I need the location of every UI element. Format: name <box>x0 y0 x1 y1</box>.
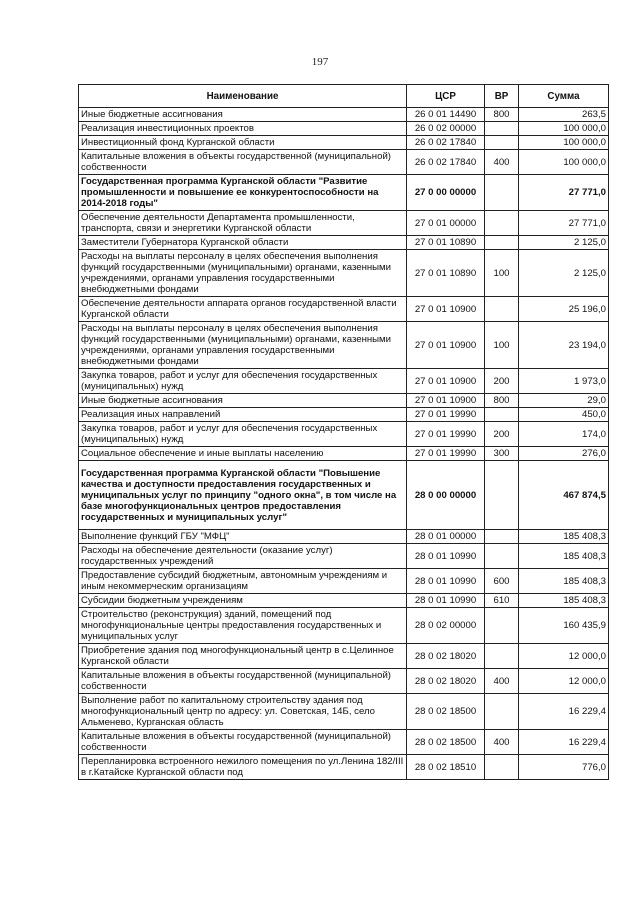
cell-csr: 28 0 02 18500 <box>407 730 485 755</box>
table-row <box>79 730 609 755</box>
cell-name: Реализация инвестиционных проектов <box>79 122 407 136</box>
table-body <box>79 108 609 780</box>
cell-csr: 28 0 01 10990 <box>407 594 485 608</box>
cell-sum: 100 000,0 <box>519 136 609 150</box>
cell-name: Расходы на выплаты персоналу в целях обеспечения выполнения функций государственными (муниципальными) органами, казенными учреждениями, органами управления государственными внебюджетными фондами <box>79 322 407 369</box>
cell-sum: 100 000,0 <box>519 122 609 136</box>
cell-vr <box>485 755 519 780</box>
cell-csr: 27 0 01 00000 <box>407 211 485 236</box>
cell-name: Государственная программа Курганской области "Повышение качества и доступности предоставления государственных и муниципальных услуг по принципу "одного окна", в том числе на базе многофункциональных центров предоставления государственных и муниципальных услуг" <box>79 461 407 530</box>
cell-vr: 100 <box>485 322 519 369</box>
cell-csr: 28 0 01 10990 <box>407 544 485 569</box>
cell-csr: 27 0 01 10900 <box>407 297 485 322</box>
cell-vr: 300 <box>485 447 519 461</box>
cell-csr: 27 0 01 10900 <box>407 369 485 394</box>
table-row <box>79 122 609 136</box>
cell-csr: 28 0 01 10990 <box>407 569 485 594</box>
table-header-row <box>79 85 609 108</box>
cell-sum: 23 194,0 <box>519 322 609 369</box>
cell-vr: 800 <box>485 108 519 122</box>
cell-name: Предоставление субсидий бюджетным, автономным учреждениям и иным некоммерческим организациям <box>79 569 407 594</box>
cell-csr: 27 0 01 10900 <box>407 322 485 369</box>
cell-sum: 450,0 <box>519 408 609 422</box>
cell-sum: 174,0 <box>519 422 609 447</box>
cell-vr <box>485 297 519 322</box>
cell-name: Капитальные вложения в объекты государственной (муниципальной) собственности <box>79 730 407 755</box>
cell-csr: 26 0 01 14490 <box>407 108 485 122</box>
cell-vr <box>485 236 519 250</box>
cell-sum: 16 229,4 <box>519 730 609 755</box>
cell-csr: 28 0 02 18510 <box>407 755 485 780</box>
cell-name: Обеспечение деятельности аппарата органов государственной власти Курганской области <box>79 297 407 322</box>
cell-csr: 28 0 02 18500 <box>407 694 485 730</box>
cell-sum: 185 408,3 <box>519 569 609 594</box>
cell-vr <box>485 122 519 136</box>
header-csr: ЦСР <box>407 85 485 108</box>
table-row <box>79 569 609 594</box>
cell-name: Приобретение здания под многофункциональный центр в с.Целинное Курганской области <box>79 644 407 669</box>
cell-name: Социальное обеспечение и иные выплаты населению <box>79 447 407 461</box>
table-row <box>79 530 609 544</box>
cell-vr <box>485 530 519 544</box>
cell-csr: 26 0 02 17840 <box>407 136 485 150</box>
cell-vr <box>485 211 519 236</box>
table-row <box>79 669 609 694</box>
table-row <box>79 422 609 447</box>
table-row <box>79 250 609 297</box>
cell-sum: 160 435,9 <box>519 608 609 644</box>
cell-vr <box>485 608 519 644</box>
table-row <box>79 755 609 780</box>
table-row <box>79 408 609 422</box>
budget-table <box>78 84 609 780</box>
cell-sum: 100 000,0 <box>519 150 609 175</box>
cell-sum: 263,5 <box>519 108 609 122</box>
cell-vr: 400 <box>485 730 519 755</box>
cell-vr: 800 <box>485 394 519 408</box>
cell-sum: 27 771,0 <box>519 211 609 236</box>
cell-vr <box>485 408 519 422</box>
cell-name: Выполнение функций ГБУ "МФЦ" <box>79 530 407 544</box>
cell-sum: 12 000,0 <box>519 644 609 669</box>
page-number: 197 <box>311 56 329 68</box>
cell-name: Закупка товаров, работ и услуг для обеспечения государственных (муниципальных) нужд <box>79 422 407 447</box>
cell-vr: 200 <box>485 422 519 447</box>
cell-sum: 1 973,0 <box>519 369 609 394</box>
table-row <box>79 108 609 122</box>
cell-sum: 467 874,5 <box>519 461 609 530</box>
cell-sum: 185 408,3 <box>519 544 609 569</box>
cell-sum: 185 408,3 <box>519 530 609 544</box>
cell-csr: 27 0 01 19990 <box>407 408 485 422</box>
table-row <box>79 447 609 461</box>
cell-name: Закупка товаров, работ и услуг для обеспечения государственных (муниципальных) нужд <box>79 369 407 394</box>
cell-sum: 276,0 <box>519 447 609 461</box>
header-sum: Сумма <box>519 85 609 108</box>
cell-csr: 27 0 01 19990 <box>407 422 485 447</box>
cell-name: Расходы на обеспечение деятельности (оказание услуг) государственных учреждений <box>79 544 407 569</box>
cell-name: Перепланировка встроенного нежилого помещения по ул.Ленина 182/III в г.Катайске Курганской области под <box>79 755 407 780</box>
table-row <box>79 175 609 211</box>
cell-sum: 2 125,0 <box>519 236 609 250</box>
cell-vr: 610 <box>485 594 519 608</box>
table-row <box>79 644 609 669</box>
cell-name: Капитальные вложения в объекты государственной (муниципальной) собственности <box>79 150 407 175</box>
cell-sum: 16 229,4 <box>519 694 609 730</box>
table-row <box>79 594 609 608</box>
cell-name: Реализация иных направлений <box>79 408 407 422</box>
cell-sum: 27 771,0 <box>519 175 609 211</box>
cell-csr: 28 0 02 18020 <box>407 669 485 694</box>
header-vr: ВР <box>485 85 519 108</box>
cell-csr: 28 0 00 00000 <box>407 461 485 530</box>
cell-name: Заместители Губернатора Курганской области <box>79 236 407 250</box>
cell-csr: 27 0 00 00000 <box>407 175 485 211</box>
cell-name: Строительство (реконструкция) зданий, помещений под многофункциональные центры предоставления государственных и муниципальных услуг <box>79 608 407 644</box>
table-row <box>79 694 609 730</box>
cell-vr: 400 <box>485 669 519 694</box>
cell-csr: 27 0 01 10890 <box>407 250 485 297</box>
table-row <box>79 297 609 322</box>
cell-name: Инвестиционный фонд Курганской области <box>79 136 407 150</box>
cell-csr: 28 0 02 00000 <box>407 608 485 644</box>
cell-name: Расходы на выплаты персоналу в целях обеспечения выполнения функций государственными (муниципальными) органами, казенными учреждениями, органами управления государственными внебюджетными фондами <box>79 250 407 297</box>
table-row <box>79 461 609 530</box>
cell-vr: 600 <box>485 569 519 594</box>
cell-vr <box>485 694 519 730</box>
cell-name: Иные бюджетные ассигнования <box>79 108 407 122</box>
table-row <box>79 236 609 250</box>
cell-vr <box>485 644 519 669</box>
cell-name: Выполнение работ по капитальному строительству здания под многофункциональный центр по адресу: ул. Советская, 14Б, село Альменево, Курганская область <box>79 694 407 730</box>
header-name: Наименование <box>79 85 407 108</box>
cell-csr: 27 0 01 10900 <box>407 394 485 408</box>
cell-csr: 26 0 02 17840 <box>407 150 485 175</box>
cell-name: Иные бюджетные ассигнования <box>79 394 407 408</box>
cell-name: Субсидии бюджетным учреждениям <box>79 594 407 608</box>
cell-sum: 25 196,0 <box>519 297 609 322</box>
cell-sum: 29,0 <box>519 394 609 408</box>
cell-vr: 200 <box>485 369 519 394</box>
cell-csr: 28 0 02 18020 <box>407 644 485 669</box>
cell-csr: 27 0 01 10890 <box>407 236 485 250</box>
table-row <box>79 136 609 150</box>
cell-vr: 100 <box>485 250 519 297</box>
table-row <box>79 322 609 369</box>
cell-sum: 185 408,3 <box>519 594 609 608</box>
cell-name: Обеспечение деятельности Департамента промышленности, транспорта, связи и энергетики Курганской области <box>79 211 407 236</box>
cell-sum: 776,0 <box>519 755 609 780</box>
table-row <box>79 211 609 236</box>
cell-vr: 400 <box>485 150 519 175</box>
table-row <box>79 150 609 175</box>
cell-csr: 27 0 01 19990 <box>407 447 485 461</box>
cell-vr <box>485 136 519 150</box>
cell-vr <box>485 175 519 211</box>
cell-name: Капитальные вложения в объекты государственной (муниципальной) собственности <box>79 669 407 694</box>
cell-sum: 12 000,0 <box>519 669 609 694</box>
cell-vr <box>485 544 519 569</box>
cell-sum: 2 125,0 <box>519 250 609 297</box>
table-row <box>79 369 609 394</box>
cell-vr <box>485 461 519 530</box>
cell-name: Государственная программа Курганской области "Развитие промышленности и повышение ее конкурентоспособности на 2014-2018 годы" <box>79 175 407 211</box>
table-row <box>79 608 609 644</box>
table-row <box>79 544 609 569</box>
cell-csr: 28 0 01 00000 <box>407 530 485 544</box>
cell-csr: 26 0 02 00000 <box>407 122 485 136</box>
table-row <box>79 394 609 408</box>
